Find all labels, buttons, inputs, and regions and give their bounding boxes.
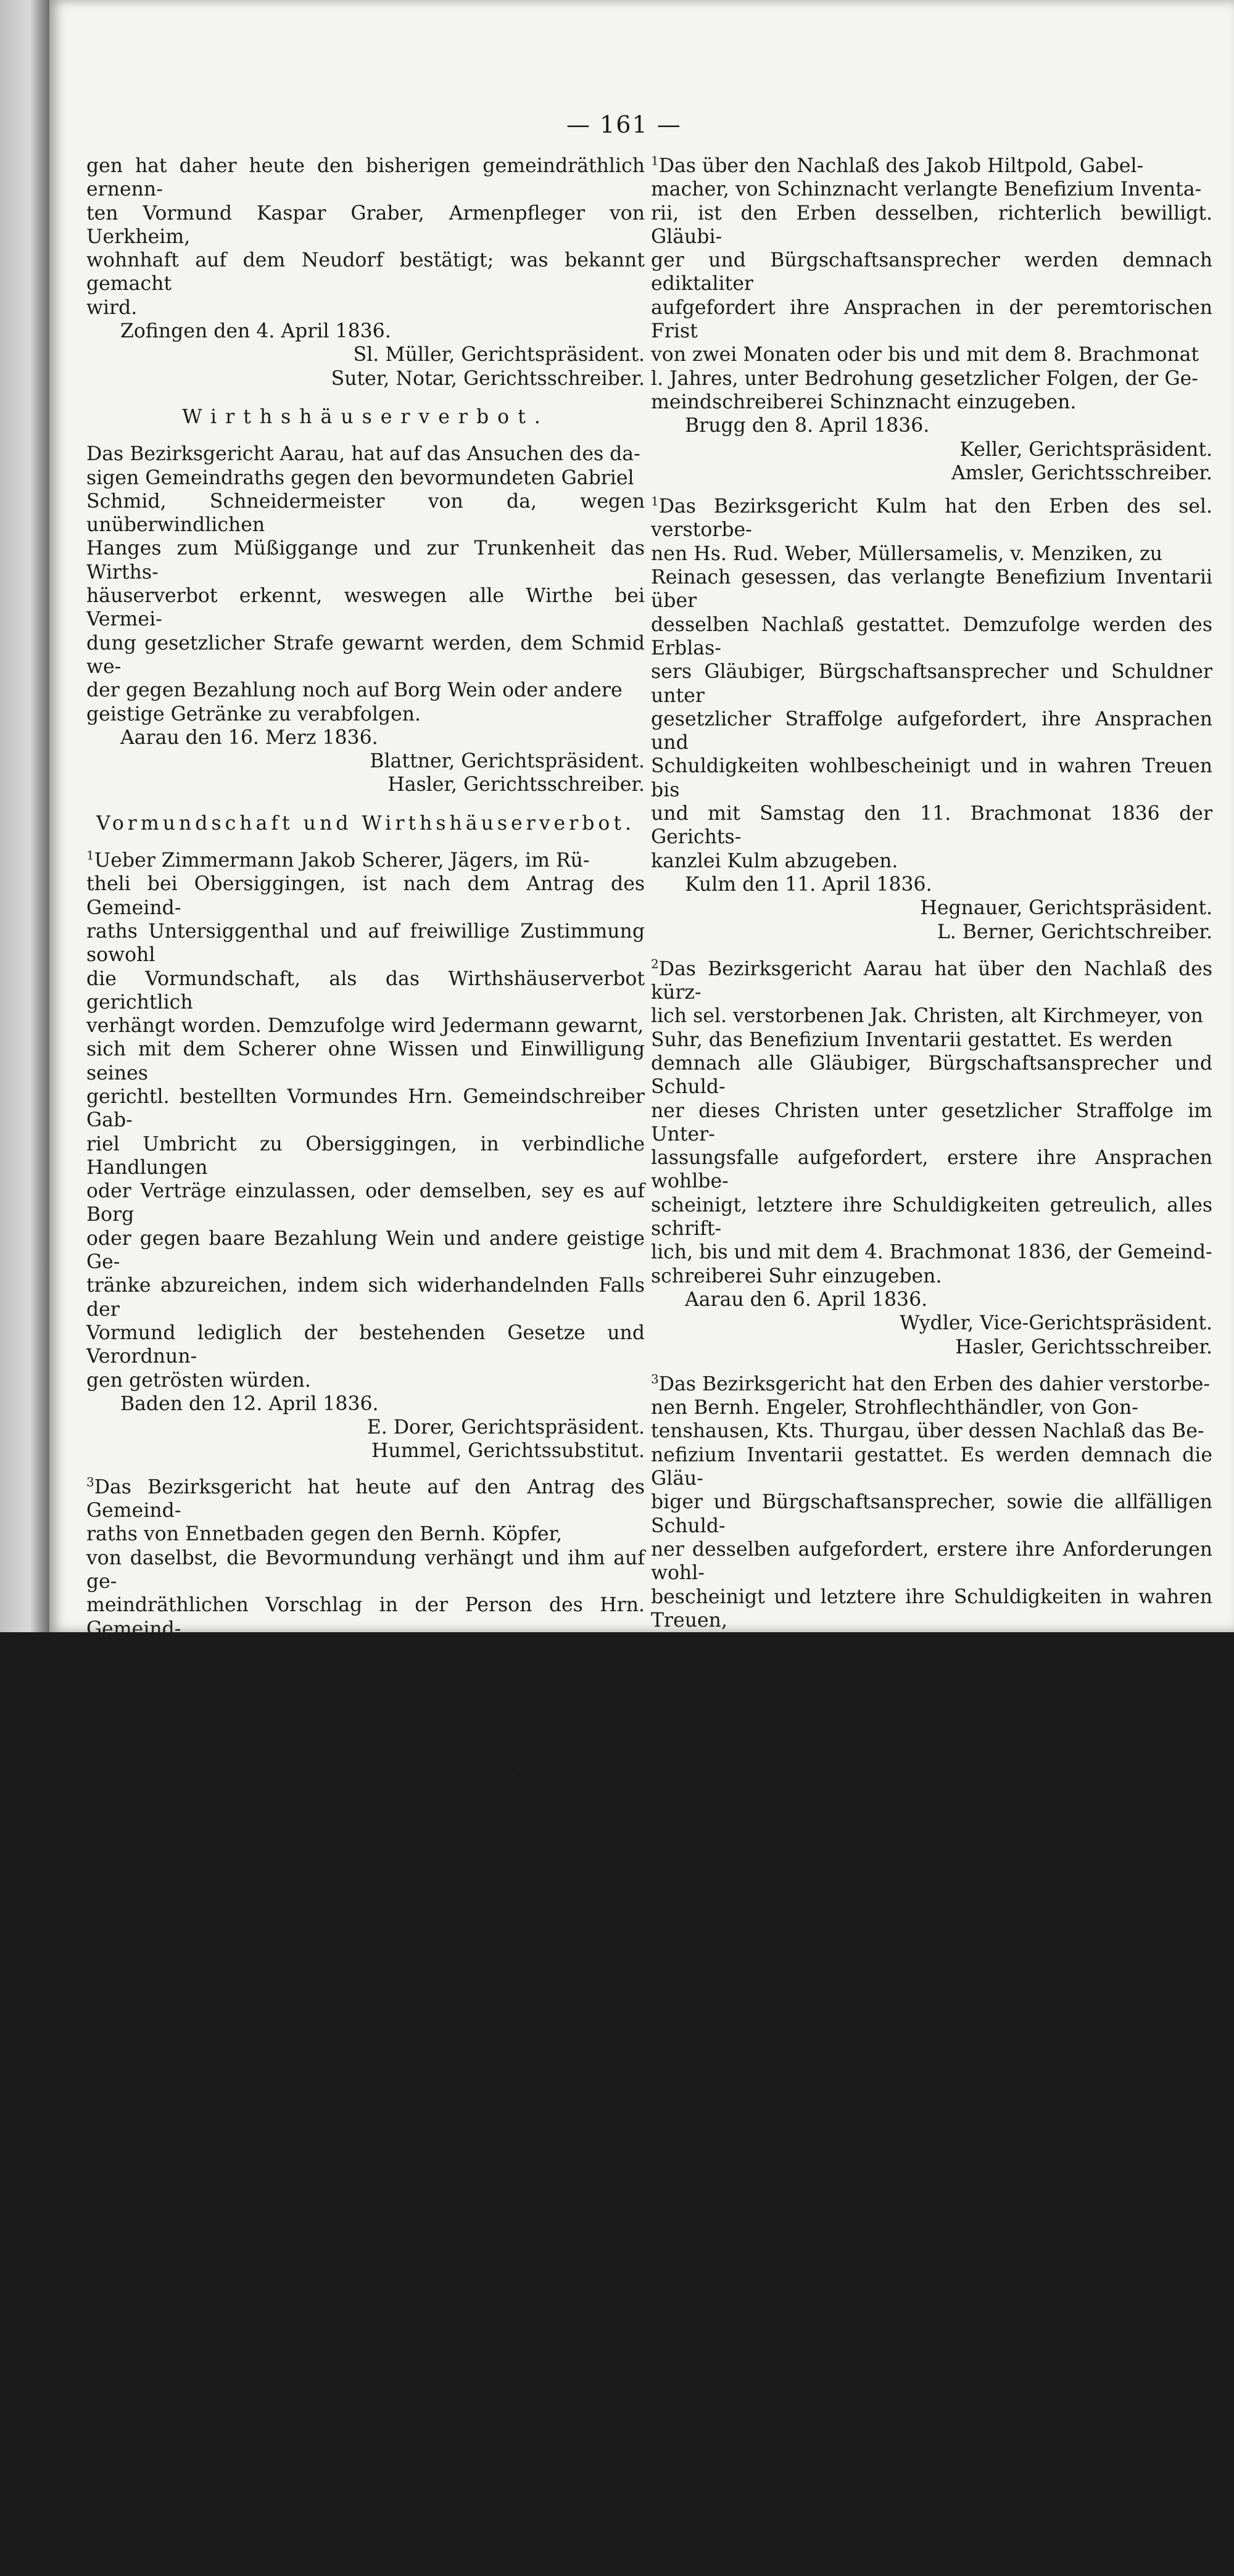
spacer — [651, 2331, 1212, 2340]
text-line: ner desselben aufgefordert, erstere ihre Anforderungen wohl- — [651, 1538, 1212, 1585]
text-line: richterstatthalter Joh. Martin Fischer, von Dottikon, — [651, 1930, 1164, 1952]
page-number: — 161 — — [566, 111, 682, 138]
text-line: noch demselben geistige Getränke abzureichen, ansonst die Zu- — [86, 1854, 645, 1900]
text-line: Sevin, Apotheker, und gewesener Friedensrichter, von — [651, 2364, 1188, 2387]
text-line: gen hat daher heute den bisherigen gemeindräthlich ernenn- — [86, 155, 645, 201]
dateline: Brugg den 8. April 1836. — [685, 415, 930, 437]
text-line: bei Verlust ihrer Ansprachen, und die letztern von Richter- — [651, 2095, 1212, 2142]
spacer — [651, 485, 1212, 495]
footnote-mark: 1 — [86, 848, 94, 863]
text-span: Das Bezirksgericht hat heute auf den Antrag des Gemeind- — [86, 1476, 645, 1522]
text-line — [86, 849, 645, 872]
footnote-mark: 3 — [651, 1371, 659, 1387]
text-line: häuserverbot erkennt, weswegen alle Wirthe bei Vermei- — [86, 585, 645, 631]
text-line: lich sel. verstorbenen Jak. Christen, alt Kirchmeyer, von — [651, 1005, 1203, 1028]
book-gutter — [0, 0, 49, 1632]
text-line — [651, 957, 1212, 1005]
text-line: beizumessen hätten. — [651, 1751, 854, 1773]
text-line: raths Jak. Herzog einen Vormund geordnet. Zugleich ist — [86, 1641, 639, 1664]
text-line: lich, bis und mit dem 4. Brachmonat 1836, der Gemeind- — [651, 1241, 1212, 1264]
text-line — [86, 2094, 645, 2142]
text-line: macher, von Schinznacht verlangte Benefizium Inventa- — [651, 178, 1202, 201]
text-line: und mit Samstag den 11. Brachmonat 1836 der Gerichts- — [651, 803, 1212, 849]
dateline: Baden den 29. Merz 1836. — [120, 1971, 381, 1994]
text-line: tränke abzureichen, indem sich widerhandelnden Falls der — [86, 1274, 645, 1321]
signature: Keller, Gerichtspräsident. — [959, 438, 1212, 461]
text-line: verhängt worden. Demzufolge wird Jedermann gewarnt, — [86, 1015, 644, 1038]
signature: Wanger, Gerichtsschreiber. — [377, 2019, 645, 2042]
text-line: raths Untersiggenthal und auf freiwillige Zustimmung sowohl — [86, 920, 645, 967]
text-line: wohnhaft auf dem Neudorf bestätigt; was bekannt gemacht — [86, 249, 645, 295]
signature: Sl. Müller, Gerichtspräsident. — [353, 344, 645, 366]
text-line: theli bei Obersiggingen, ist nach dem Antrag des Gemeind- — [86, 873, 645, 919]
text-line: der gegen Bezahlung noch auf Borg Wein oder andere — [86, 679, 623, 702]
text-line: ner dieses Christen unter gesetzlicher Straffolge im Unter- — [651, 1099, 1212, 1146]
footnote-mark: 3 — [86, 1474, 94, 1490]
text-line: bescheinigt, letztere ihre Schuldigkeiten getreulich, alles — [86, 2331, 645, 2377]
signature: Ed. Dorer, Gerichtspräsident. — [354, 1996, 645, 2018]
text-line: des Ausschlusses, öffentlich aufgefordert, denselben in der — [651, 2529, 1212, 2575]
footnote-mark: 2 — [651, 956, 659, 972]
text-span: Das über den Nachlaß des Jakob Hiltpold, Gabel- — [658, 155, 1144, 177]
text-line: widerhandelnden nachtheilige Folgen sich selbst beizumessen — [86, 1901, 645, 1947]
dateline: Aarau den 13. April 1836. — [120, 2449, 376, 2472]
footnote-mark: 3 — [651, 2339, 659, 2354]
signature: Wanger, Gerichtsschreiber. — [945, 1822, 1212, 1844]
text-line: sich mit dem Scherer ohne Wissen und Einwilligung seines — [86, 1038, 645, 1084]
text-line: den. Es wird demnach in Hinweisung auf gesetzliche Vor- — [86, 1712, 645, 1758]
text-line: oder Verträge einzulassen, oder demselben, sey es auf Borg — [86, 1180, 645, 1226]
text-line: Schmid, Schneidermeister von da, wegen unüberwindlichen — [86, 490, 645, 537]
text-line: Hanges zum Müßiggange und zur Trunkenheit das Wirths- — [86, 537, 645, 584]
section-heading: Vormundschaft und Wirthshäuserverbot. — [96, 812, 636, 835]
spacer — [651, 1845, 1212, 1859]
text-line: kanzlei Kulm abzugeben. — [651, 849, 898, 872]
text-line: ten Vormund Kaspar Graber, Armenpfleger von Uerkheim, — [86, 202, 645, 248]
text-line: raths von Ennetbaden gegen den Bernh. Köpfer, — [86, 1523, 563, 1546]
text-line: rathe Dottikon wohlbescheinigt einzugeben. — [651, 2237, 1088, 2260]
text-line — [651, 1859, 1212, 1882]
footnote-mark: 1 — [86, 2093, 94, 2108]
left-column — [86, 154, 645, 2520]
text-line: wir über den verstorbenen Hrn. Hauptmann und Friedens- — [651, 1883, 1212, 1929]
text-line — [651, 154, 1212, 178]
text-span: Das Bezirksgericht Kulm hat den Erben des sel. verstorbe- — [651, 495, 1212, 542]
text-line: wohnhaft in Hägglingen, das Benefizium Inventarii bewil- — [651, 1953, 1212, 2000]
text-span: Das Bezirksgericht Aarau hat über den Nachlaß des kürz- — [651, 957, 1212, 1004]
text-line — [651, 2340, 1212, 2363]
signature: Blattner, Gerichtspräsident. — [370, 2472, 645, 2495]
signature: Blattner, Gerichtspräsident. — [370, 750, 645, 773]
signature: Amsler, Gerichtsschreiber. — [951, 461, 1212, 484]
signature: Suter, Notar, Gerichtsschreiber. — [331, 367, 645, 390]
signature: J. Hasler, Gerichtsschreiber. — [369, 2496, 645, 2519]
text-line: aufgefordert ihre Ansprachen in der peremtorischen Frist — [651, 296, 1212, 343]
text-line: Verbindlichkeiten Donstag den 21. April 1836, dem Gemeind- — [651, 2189, 1212, 2236]
text-line: nen Hs. Rud. Weber, Müllersamelis, v. Menziken, zu — [651, 542, 1163, 565]
text-line: gesetzlicher Straffolge aufgefordert, ihre Ansprachen und — [651, 708, 1212, 754]
text-line: dung gesetzlicher Strafe gewarnt werden, dem Schmid we- — [86, 632, 645, 678]
text-line — [651, 1373, 1212, 1396]
text-line: meindräthlichen Vorschlag in der Person des Hrn. Gemeind- — [86, 1594, 645, 1640]
signature: Hasler, Gerichtsschreiber. — [955, 1335, 1212, 1358]
text-line: schriftlich und in gesetzlichem Rechnungsfuße bis zum — [651, 1633, 1197, 1656]
signature: L. Berner, Gerichtschreiber. — [937, 920, 1212, 943]
text-line: und Schuldner dieses Hrn. Fisch unter gesetzlicher Straffolge im — [86, 2236, 645, 2283]
signature: Hasler, Gerichtsschreiber. — [387, 774, 645, 796]
text-line: nefizium Inventarii gestattet. Es werden demnach die Gläu- — [651, 1443, 1212, 1490]
signature: Hegnauer, Gerichtspräsident. — [920, 897, 1212, 920]
text-line: rii, ist den Erben desselben, richterlich bewilligt. Gläubi- — [651, 202, 1212, 248]
dateline: Baden den 12. April 1836. — [120, 1392, 379, 1415]
text-span: Das Bezirksgericht hat den Erben des dahier verstorbe- — [658, 1373, 1211, 1395]
text-line: schriftlich, bis und mit dem 11. Brachmonat 1836, der Ge- — [86, 2378, 645, 2425]
right-column — [651, 154, 1212, 2576]
spacer — [651, 1359, 1212, 1373]
text-line: von daselbst, die Bevormundung verhängt und ihm auf ge- — [86, 1546, 645, 1593]
spacer — [86, 1463, 645, 1476]
text-line: biger und Bürgschaftsansprecher, sowie die allfälligen Schuld- — [651, 1491, 1212, 1537]
text-line: ger und Bürgschaftsansprecher werden demnach ediktaliter — [651, 249, 1212, 295]
text-line: Unterlassungsfalle aufgefordert, erstere ihre Ansprachen wohl- — [86, 2284, 645, 2330]
spacer — [651, 944, 1212, 957]
footnote-mark: 1 — [651, 493, 659, 509]
text-line: geistige Getränke zu verabfolgen. — [86, 703, 421, 725]
section-heading: Wirthshäuserverbot. — [182, 405, 549, 428]
dateline: Aarau den 6. April 1836. — [685, 1288, 928, 1311]
footnote-mark: 1 — [651, 153, 659, 168]
text-line: die Vormundschaft, als das Wirthshäuserverbot gerichtlich — [86, 967, 645, 1013]
text-line: meindschreiberei Schinznacht einzugeben. — [651, 390, 1077, 413]
text-line: meindschreiberei Aarau einzugeben. — [86, 2425, 450, 2448]
text-line: hätten. — [86, 1948, 157, 1971]
text-line: tenshausen, Kts. Thurgau, über dessen Nachlaß das Be- — [651, 1420, 1204, 1443]
signature: Wydler, Vice-Gerichtspräsident. — [900, 1312, 1212, 1335]
text-line: Vormund lediglich der bestehenden Gesetze und Verordnun- — [86, 1321, 645, 1368]
text-line: Reinach gesessen, das verlangte Benefizium Inventarii über — [651, 566, 1212, 613]
text-span: Ueber Zimmermann Jakob Scherer, Jägers, im Rü- — [94, 849, 590, 872]
dateline: Zofingen den 4. April 1836. — [120, 320, 391, 343]
text-line: ligt. Es werden die Gläubiger und Bürgschaftsansprecher, — [651, 2000, 1212, 2047]
text-line: demnach alle Gläubiger, Bürgschaftsansprecher und Schuld- — [651, 1052, 1212, 1099]
newspaper-page — [49, 0, 1234, 2575]
text-span: Auf den Antrag des Gemeindraths von Dottikon, haben — [658, 1859, 1201, 1881]
text-line: von zwei Monaten oder bis und mit dem 8. Brachmonat — [651, 344, 1199, 366]
text-line — [651, 495, 1212, 542]
text-line: gestattet. Wer demnach an seiner Verlassenschaft irgend — [651, 2434, 1212, 2481]
text-line: bescheinigt und letztere ihre Schuldigkeiten in wahren Treuen, — [651, 1585, 1212, 1632]
text-line: l. Jahres, unter Bedrohung gesetzlicher Folgen, der Ge- — [651, 367, 1198, 390]
signature: Hummel, Gerichtssubstitut. — [371, 1440, 645, 1463]
text-line: gen getrösten würden. — [86, 1369, 311, 1392]
text-line: riel Umbricht zu Obersiggingen, in verbindliche Handlungen — [86, 1133, 645, 1179]
dateline: Kulm den 11. April 1836. — [685, 873, 932, 896]
signature: F. J. Weissenbach, Vice-Gerichtspräsident. — [798, 2284, 1212, 2307]
text-line: oder gegen baare Bezahlung Wein und andere geistige Ge- — [86, 1227, 645, 1274]
text-line: einen Anspruch zu machen hat, wird hiermit unter Strafe — [651, 2482, 1212, 2528]
text-line: schreiberei Suhr einzugeben. — [651, 1265, 942, 1287]
text-line: Hafner, von Aarau, das Benefizium Inventarii gestattet. — [86, 2166, 632, 2189]
text-line: schriften Jedermann gewarnt, besagtem Köpfer weder auf — [86, 1759, 645, 1806]
dateline: Bremgarten den 24. Merz 1836. — [685, 2260, 1003, 2283]
signature: E. Dorer, Gerichtspräsident. — [934, 1798, 1212, 1821]
text-line: scheinigt, letztere ihre Schuldigkeiten getreulich, alles schrift- — [651, 1194, 1212, 1241]
text-line: amtswegen peremtorisch aufgefordert, ihre Forderungen und — [651, 2142, 1212, 2189]
text-line: gegen denselben das Wirthshäuserverbot ausgesprochen wor- — [86, 1665, 645, 1711]
text-line: desselben Nachlaß gestattet. Demzufolge werden des Erblas- — [651, 613, 1212, 659]
text-line: 27. April 1836, der Gerichtskanzlei Baden um so eher ein- — [651, 1656, 1212, 1703]
text-line: sowie die Schuldner des Fischer sel., und zwar die erstern — [651, 2048, 1212, 2094]
text-line: nen Bernh. Engeler, Strohflechthändler, von Gon- — [651, 1397, 1138, 1419]
dateline: Aarau den 16. Merz 1836. — [120, 726, 378, 749]
text-line: sigen Gemeindraths gegen den bevormundeten Gabriel — [86, 466, 634, 489]
text-line: sers Gläubiger, Bürgschaftsansprecher und Schuldner unter — [651, 661, 1212, 707]
text-line: Brugg, ist das verlangte Benefizium Inventarii richterlich — [651, 2387, 1212, 2434]
text-line: Es werden demnach alle Gläubiger, Bürgschaftsansprecher — [86, 2189, 645, 2235]
text-line: lich sel. verstorbenen Herrn Johann Jakob Fisch, — [86, 2142, 567, 2165]
text-line: Suhr, das Benefizium Inventarii gestattet. Es werden — [651, 1028, 1173, 1051]
section-heading: Benefizia Inventarii. — [175, 2057, 557, 2080]
text-span: Das Bezirksgericht Aarau hat über den Nachlaß des kürz- — [86, 2095, 645, 2141]
footnote-mark: 3 — [651, 1857, 659, 1873]
text-line: Borg ohne Wissen seines Vormundes etwas anzuvertrauen, — [86, 1806, 645, 1853]
text-line: Das Bezirksgericht Aarau, hat auf das Ansuchen des da- — [86, 443, 640, 466]
signature: E. Dorer, Gerichtspräsident. — [366, 1416, 645, 1439]
dateline: Baden den 29. Merz 1836. — [685, 1774, 946, 1797]
text-span: Den Erben des sel. verstorbenen Herrn Joh. Niklaus — [658, 2340, 1174, 2363]
text-line: Schuldigkeiten wohlbescheinigt und in wahren Treuen bis — [651, 755, 1212, 801]
signature: J. Ruepp, Gerichtsschreiber. — [936, 2308, 1212, 2330]
text-line: zugeben, als Zuwiderhandelnde nachtheilige Folgen sich selbst — [651, 1704, 1212, 1750]
text-line: wird. — [86, 296, 138, 319]
text-line — [86, 1476, 645, 1523]
text-line: gerichtl. bestellten Vormundes Hrn. Gemeindschreiber Gab- — [86, 1085, 645, 1132]
text-line: lassungsfalle aufgefordert, erstere ihre Ansprachen wohlbe- — [651, 1147, 1212, 1193]
